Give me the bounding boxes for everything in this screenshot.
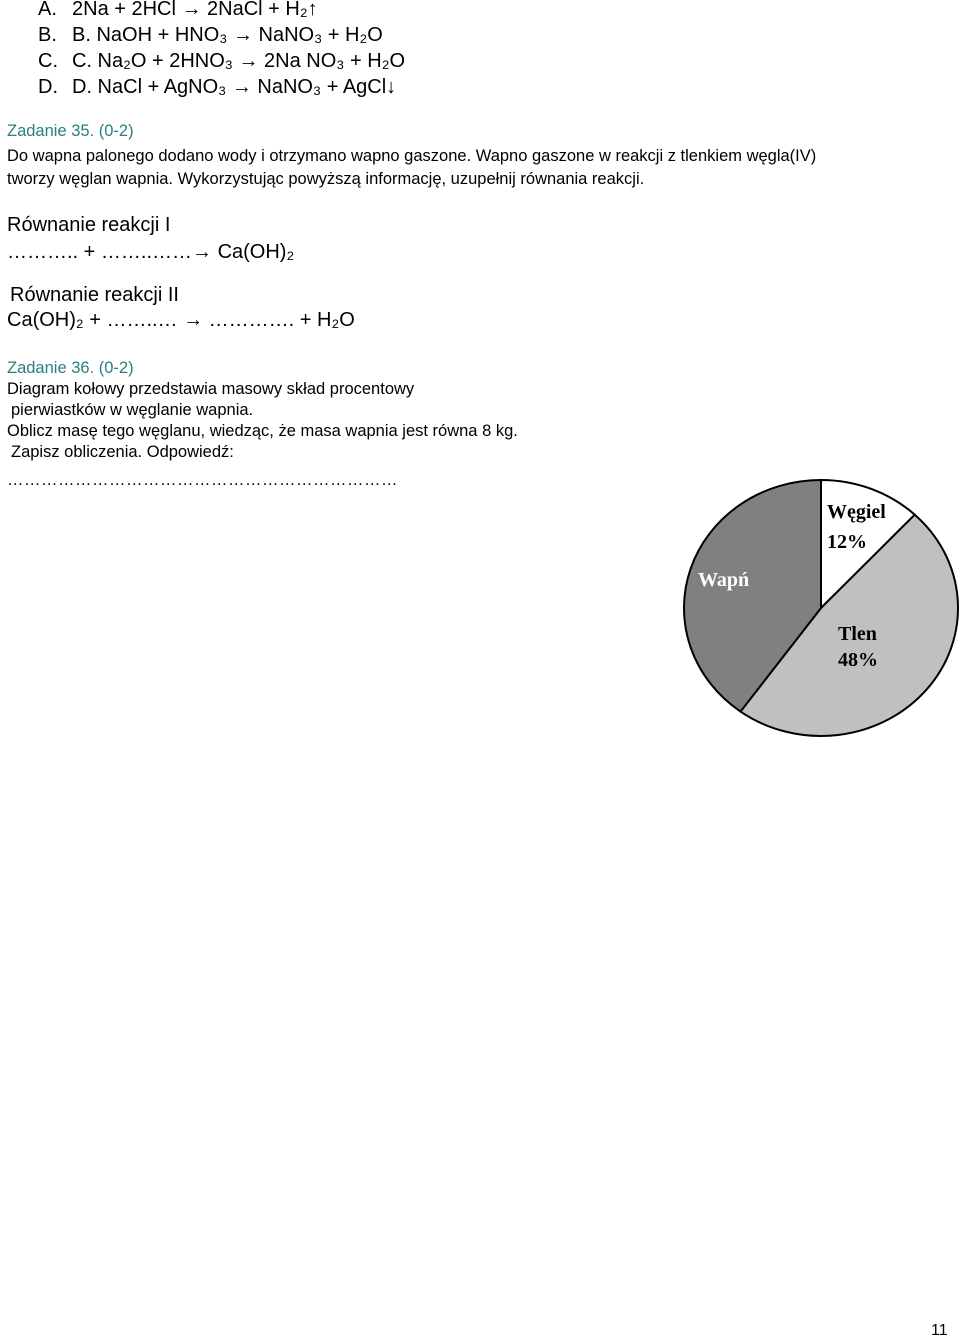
option-b-letter: B. [38, 24, 57, 46]
option-a-formula: 2Na + 2HCl → 2NaCl + H₂↑ [72, 0, 318, 20]
pie-label-tlen: Tlen [838, 623, 877, 645]
task36-text-line3: Oblicz masę tego węglanu, wiedząc, że masa wapnia jest równa 8 kg. [7, 422, 518, 440]
equation2-blank[interactable]: Ca(OH)₂ + ……..… → …………. + H₂O [7, 309, 355, 331]
option-d-letter: D. [38, 76, 58, 98]
answer-dotted-line[interactable]: …………………………………………………………… [7, 471, 398, 489]
pie-value-tlen: 48% [838, 649, 878, 671]
pie-label-wapń: Wapń [698, 569, 750, 591]
option-a-letter: A. [38, 0, 57, 20]
task35-header: Zadanie 35. (0-2) [7, 122, 134, 140]
option-c-letter: C. [38, 50, 58, 72]
option-d-formula: D. NaCl + AgNO₃ → NaNO₃ + AgCl↓ [72, 76, 397, 98]
option-b-formula: B. NaOH + HNO₃ → NaNO₃ + H₂O [72, 24, 383, 46]
equation1-blank[interactable]: ……….. + ……..……→ Ca(OH)₂ [7, 241, 295, 263]
task35-text-line1: Do wapna palonego dodano wody i otrzymano wapno gaszone. Wapno gaszone w reakcji z tlenkiem węgla(IV) [7, 147, 817, 165]
task35-text-line2: tworzy węglan wapnia. Wykorzystując powyższą informację, uzupełnij równania reakcji. [7, 170, 645, 188]
equation1-title: Równanie reakcji I [7, 214, 171, 236]
pie-chart [680, 476, 960, 741]
task36-text-line2: pierwiastków w węglanie wapnia. [11, 401, 254, 419]
equation2-title: Równanie reakcji II [10, 284, 179, 306]
pie-label-węgiel: Węgiel [827, 501, 886, 523]
option-c-formula: C. Na₂O + 2HNO₃ → 2Na NO₃ + H₂O [72, 50, 406, 72]
page-number: 11 [931, 1322, 948, 1339]
pie-value-węgiel: 12% [827, 531, 867, 553]
task36-header: Zadanie 36. (0-2) [7, 359, 134, 377]
task36-text-line1: Diagram kołowy przedstawia masowy skład procentowy [7, 380, 415, 398]
task36-text-line4: Zapisz obliczenia. Odpowiedź: [11, 443, 234, 461]
